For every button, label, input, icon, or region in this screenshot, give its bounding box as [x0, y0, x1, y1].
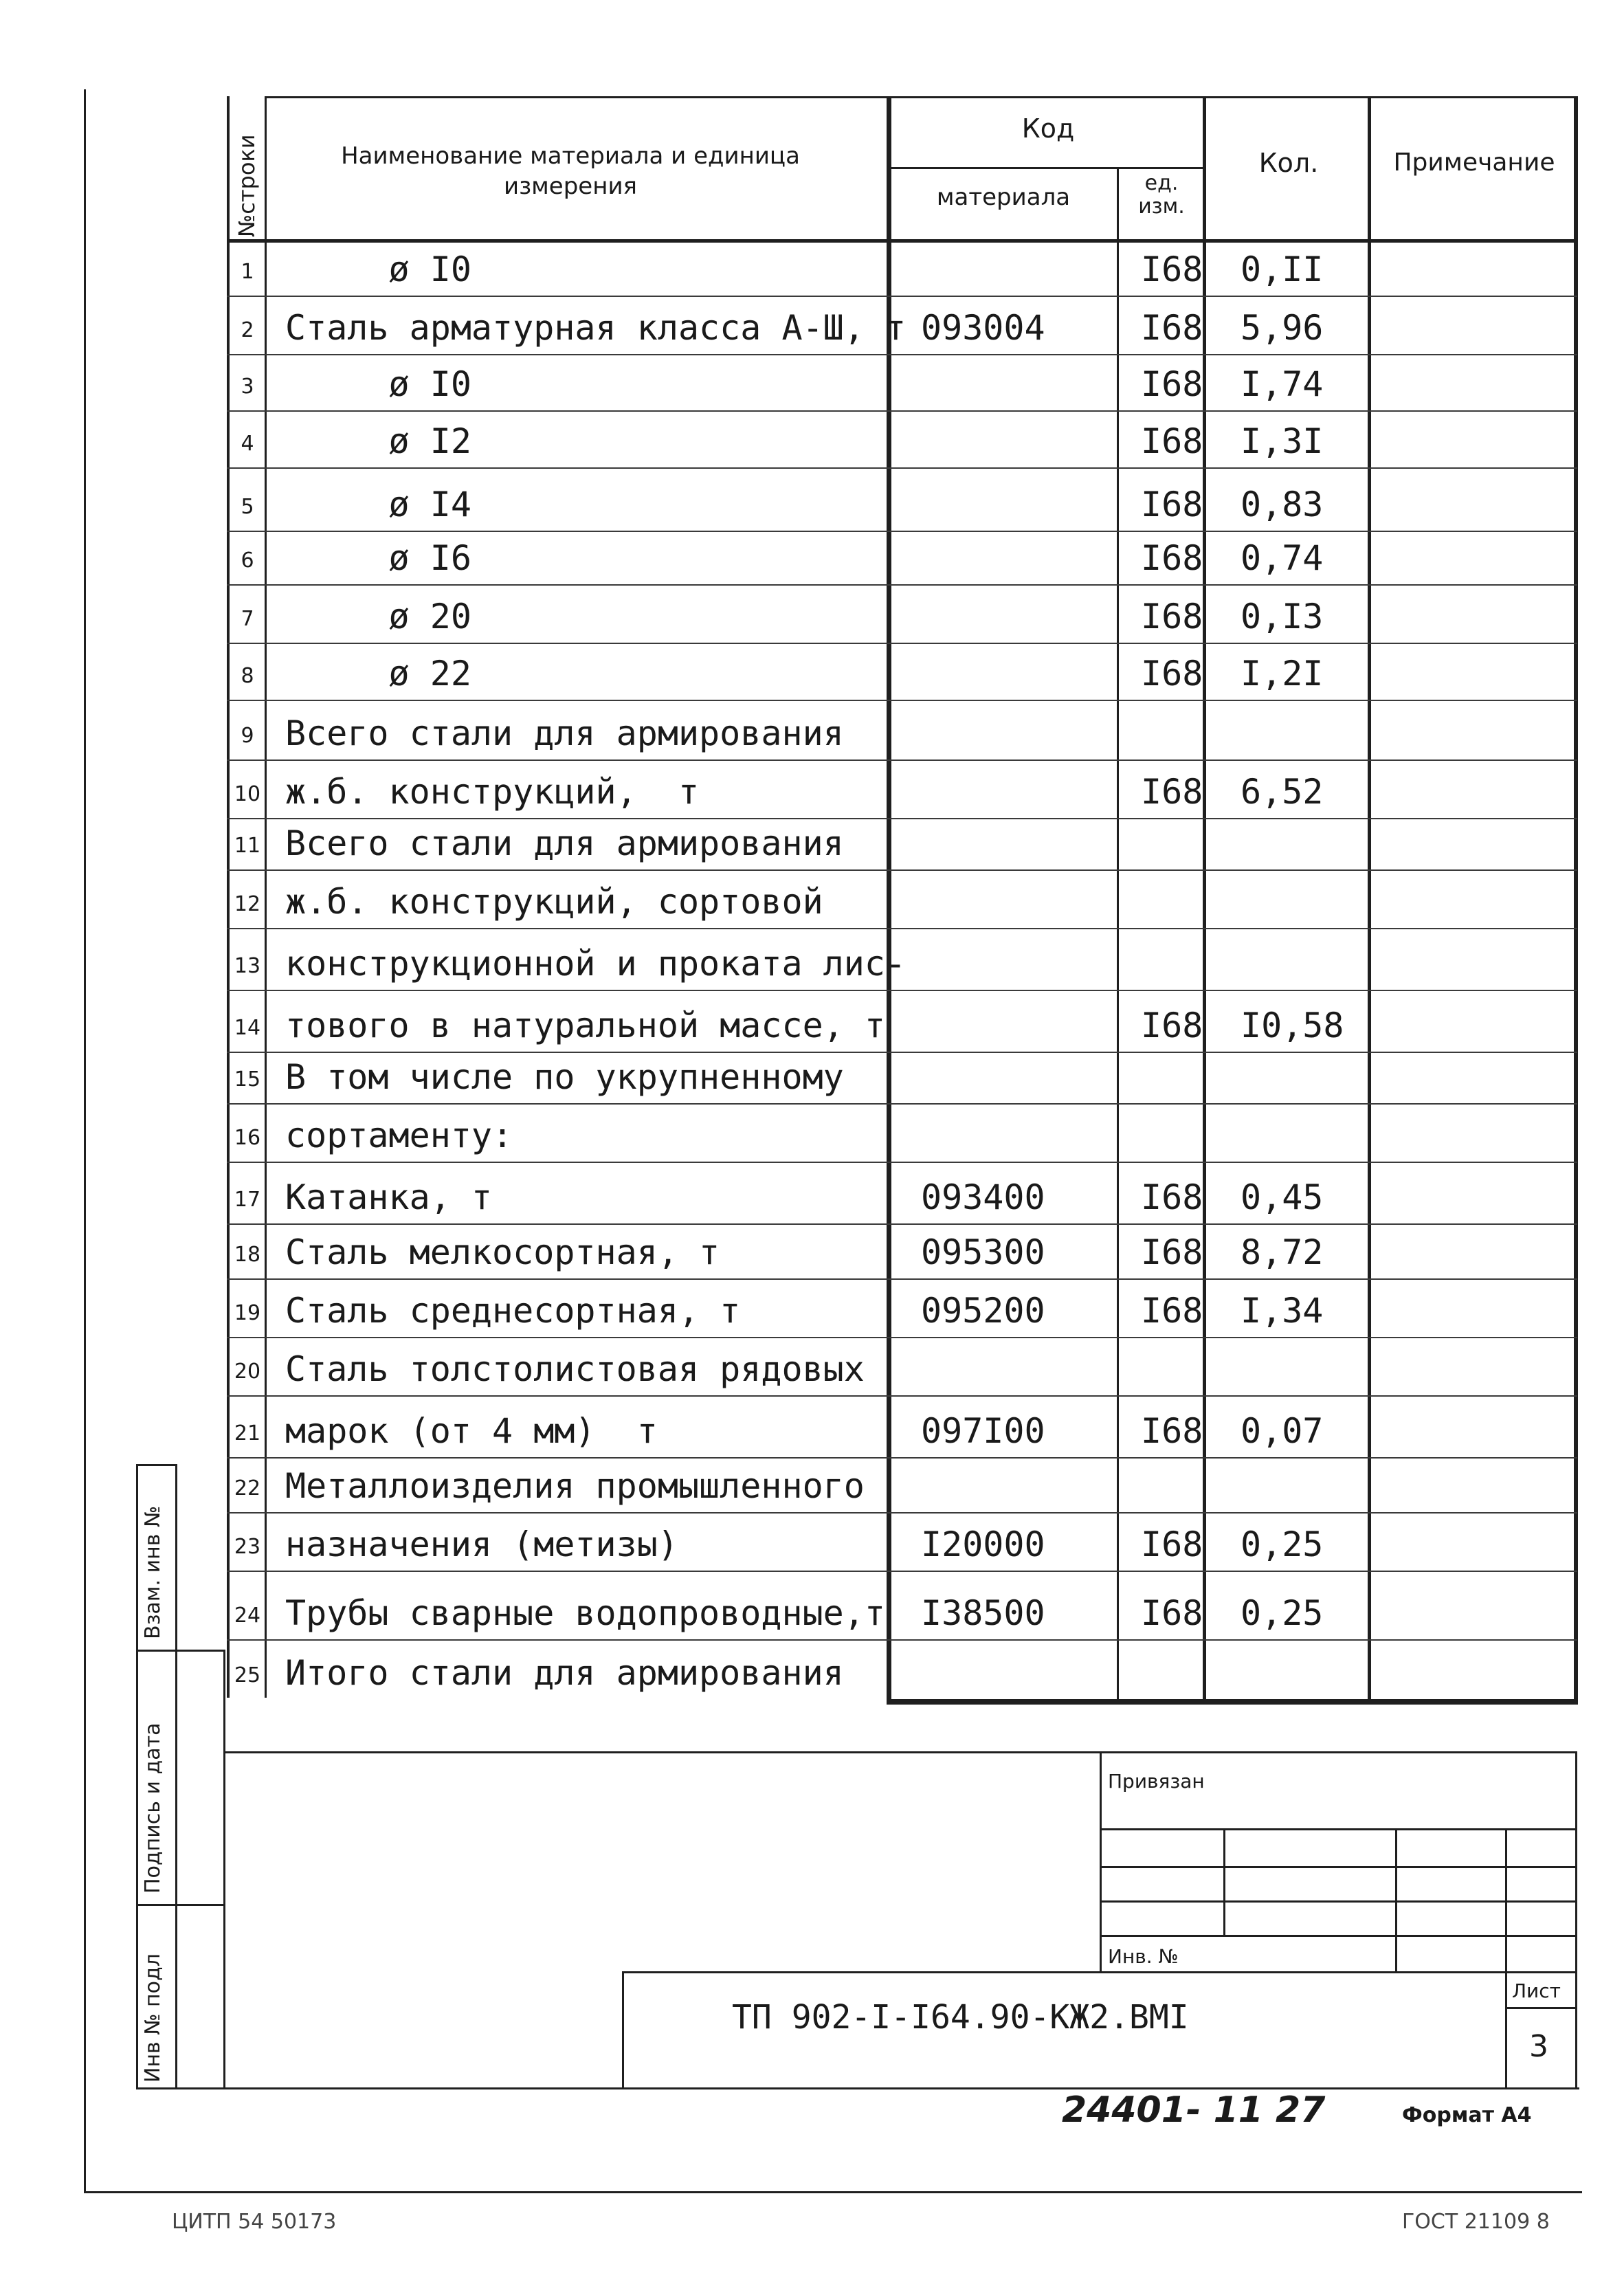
side-stamp-right — [223, 1650, 225, 2089]
row-number: 25 — [234, 1663, 261, 1687]
row-separator — [227, 1571, 1577, 1572]
row-unit: I68 — [1141, 1006, 1203, 1045]
footer-right: ГОСТ 21109 8 — [1402, 2210, 1550, 2234]
row-name: ø I2 — [285, 421, 471, 461]
row-separator — [227, 354, 1577, 355]
row-unit: I68 — [1141, 654, 1203, 694]
row-number: 8 — [241, 664, 254, 688]
row-unit: I68 — [1141, 1291, 1203, 1331]
row-number: 20 — [234, 1360, 261, 1384]
row-separator — [227, 1223, 1577, 1225]
row-unit: I68 — [1141, 1177, 1203, 1217]
row-number: 16 — [234, 1126, 261, 1150]
row-qty: 5,96 — [1241, 308, 1324, 348]
header-note: Примечание — [1393, 148, 1555, 177]
row-unit: I68 — [1141, 308, 1203, 348]
row-separator — [227, 928, 1577, 929]
row-name: ø I4 — [285, 485, 471, 524]
row-qty: 0,07 — [1241, 1411, 1324, 1451]
side-stamp-left — [136, 1464, 138, 2089]
row-name: Сталь среднесортная, т — [285, 1291, 741, 1331]
stamp-grid-v2 — [1395, 1828, 1397, 1973]
row-number: 6 — [241, 548, 254, 573]
row-name: Сталь толстолистовая рядовых — [285, 1349, 865, 1389]
row-unit: I68 — [1141, 1411, 1203, 1451]
row-separator — [227, 700, 1577, 701]
stamp-sheet-label: Лист — [1512, 1980, 1561, 2002]
row-name: Трубы сварные водопроводные,т — [285, 1593, 885, 1633]
row-unit: I68 — [1141, 772, 1203, 812]
row-unit: I68 — [1141, 1232, 1203, 1272]
row-qty: 6,52 — [1241, 772, 1324, 812]
row-number: 22 — [234, 1476, 261, 1500]
stamp-title-left — [622, 1971, 624, 2089]
row-name: ø I0 — [285, 364, 471, 404]
row-separator — [227, 1103, 1577, 1105]
side-inv-podl: Инв № подл — [141, 1953, 165, 2083]
page-left-border — [84, 89, 86, 2193]
row-number: 1 — [241, 260, 254, 284]
footer-format: Формат А4 — [1402, 2103, 1532, 2127]
stamp-title-top — [622, 1971, 1577, 1973]
side-vzam: Взам. инв № — [141, 1505, 165, 1639]
header-code-material: материала — [936, 184, 1071, 211]
row-code: 095200 — [921, 1291, 1045, 1331]
stamp-grid-v1 — [1223, 1828, 1225, 1935]
row-separator — [227, 1162, 1577, 1163]
stamp-top-line — [223, 1751, 1577, 1753]
row-name: Сталь мелкосортная, т — [285, 1232, 720, 1272]
row-code: 097I00 — [921, 1411, 1045, 1451]
row-unit: I68 — [1141, 421, 1203, 461]
row-number: 13 — [234, 954, 261, 978]
row-name: ø I6 — [285, 538, 471, 578]
row-unit: I68 — [1141, 538, 1203, 578]
row-number: 3 — [241, 375, 254, 399]
row-number: 12 — [234, 892, 261, 916]
row-name: Сталь арматурная класса А-Ш, т — [285, 308, 906, 348]
row-name: Катанка, т — [285, 1177, 493, 1217]
row-separator — [227, 990, 1577, 991]
header-code-unit: ед. изм. — [1138, 171, 1185, 219]
table-top-line — [265, 96, 1577, 98]
row-number: 19 — [234, 1301, 261, 1325]
row-name: ж.б. конструкций, сортовой — [285, 882, 823, 922]
row-separator — [227, 531, 1577, 532]
row-qty: 0,83 — [1241, 485, 1324, 524]
row-code: I38500 — [921, 1593, 1045, 1633]
row-number: 9 — [241, 724, 254, 748]
row-code: 093004 — [921, 308, 1045, 348]
side-stamp-mid — [175, 1464, 177, 2089]
row-unit: I68 — [1141, 597, 1203, 636]
row-number: 17 — [234, 1188, 261, 1212]
row-qty: I,3I — [1241, 421, 1324, 461]
row-separator — [227, 584, 1577, 586]
row-separator — [227, 1278, 1577, 1280]
row-separator — [227, 1639, 1577, 1641]
row-number: 18 — [234, 1243, 261, 1267]
side-podpis: Подпись и дата — [141, 1722, 165, 1894]
side-stamp-top — [136, 1464, 177, 1466]
stamp-grid-v3 — [1505, 1828, 1507, 2089]
row-qty: 0,I3 — [1241, 597, 1324, 636]
row-name: назначения (метизы) — [285, 1524, 678, 1564]
page-bottom-border — [84, 2191, 1582, 2193]
row-qty: 0,25 — [1241, 1593, 1324, 1633]
table-bottom-line — [887, 1699, 1578, 1705]
stamp-inv-no: Инв. № — [1108, 1945, 1179, 1968]
row-name: Металлоизделия промышленного — [285, 1466, 865, 1506]
row-unit: I68 — [1141, 250, 1203, 289]
row-code: I20000 — [921, 1524, 1045, 1564]
row-name: марок (от 4 мм) т — [285, 1411, 658, 1451]
row-code: 095300 — [921, 1232, 1045, 1272]
row-separator — [227, 467, 1577, 469]
row-number: 11 — [234, 834, 261, 858]
stamp-privyazan: Привязан — [1108, 1770, 1205, 1793]
stamp-doc-code: ТП 902-I-I64.90-КЖ2.ВМI — [732, 1998, 1189, 2037]
row-number: 7 — [241, 607, 254, 631]
row-separator — [227, 759, 1577, 761]
header-qty: Кол. — [1258, 148, 1319, 178]
row-unit: I68 — [1141, 485, 1203, 524]
row-qty: I0,58 — [1241, 1006, 1344, 1045]
row-separator — [227, 1457, 1577, 1459]
row-qty: I,74 — [1241, 364, 1324, 404]
stamp-sheet-no: 3 — [1529, 2029, 1548, 2064]
stamp-privyazan-left — [1100, 1751, 1102, 1971]
row-qty: 0,25 — [1241, 1524, 1324, 1564]
row-separator — [227, 1337, 1577, 1338]
row-number: 24 — [234, 1604, 261, 1628]
footer-handwritten: 24401- 11 27 — [1062, 2089, 1326, 2131]
row-name: ø 20 — [285, 597, 471, 636]
row-name: тового в натуральной массе, т — [285, 1006, 885, 1045]
side-stamp-div2 — [136, 1904, 225, 1906]
row-number: 10 — [234, 782, 261, 806]
row-unit: I68 — [1141, 1593, 1203, 1633]
row-name: В том числе по укрупненному — [285, 1057, 844, 1097]
row-number: 15 — [234, 1067, 261, 1091]
row-qty: 0,45 — [1241, 1177, 1324, 1217]
row-number: 5 — [241, 495, 254, 519]
row-qty: I,2I — [1241, 654, 1324, 694]
stamp-right — [1575, 1751, 1577, 2088]
stamp-bottom-line — [136, 2087, 1579, 2089]
row-number: 2 — [241, 318, 254, 342]
row-number: 23 — [234, 1535, 261, 1559]
row-number: 21 — [234, 1421, 261, 1445]
row-qty: 8,72 — [1241, 1232, 1324, 1272]
side-stamp-div1 — [136, 1650, 225, 1652]
row-number: 14 — [234, 1016, 261, 1040]
header-code-split — [887, 167, 1206, 169]
row-name: Всего стали для армирования — [285, 823, 844, 863]
row-name: Всего стали для армирования — [285, 713, 844, 753]
row-name: Итого стали для армирования — [285, 1653, 844, 1693]
row-name: ж.б. конструкций, т — [285, 772, 700, 812]
row-separator — [227, 869, 1577, 871]
row-qty: I,34 — [1241, 1291, 1324, 1331]
row-separator — [227, 818, 1577, 819]
row-name: конструкционной и проката лис- — [285, 944, 906, 984]
row-separator — [227, 1052, 1577, 1053]
stamp-sheet-div — [1505, 2007, 1577, 2009]
row-qty: 0,74 — [1241, 538, 1324, 578]
row-name: ø I0 — [285, 250, 471, 289]
header-code: Код — [1021, 113, 1075, 144]
footer-left: ЦИТП 54 50173 — [172, 2210, 337, 2234]
row-code: 093400 — [921, 1177, 1045, 1217]
row-name: сортаменту: — [285, 1116, 513, 1155]
row-qty: 0,II — [1241, 250, 1324, 289]
row-name: ø 22 — [285, 654, 471, 694]
row-number: 4 — [241, 432, 254, 456]
header-row-no: №строки — [234, 134, 260, 237]
header-name: Наименование материала и единица измерения — [341, 142, 800, 200]
row-unit: I68 — [1141, 364, 1203, 404]
row-separator — [227, 296, 1577, 297]
row-separator — [227, 1395, 1577, 1397]
row-separator — [227, 1512, 1577, 1514]
row-unit: I68 — [1141, 1524, 1203, 1564]
row-separator — [227, 410, 1577, 412]
row-separator — [227, 643, 1577, 644]
